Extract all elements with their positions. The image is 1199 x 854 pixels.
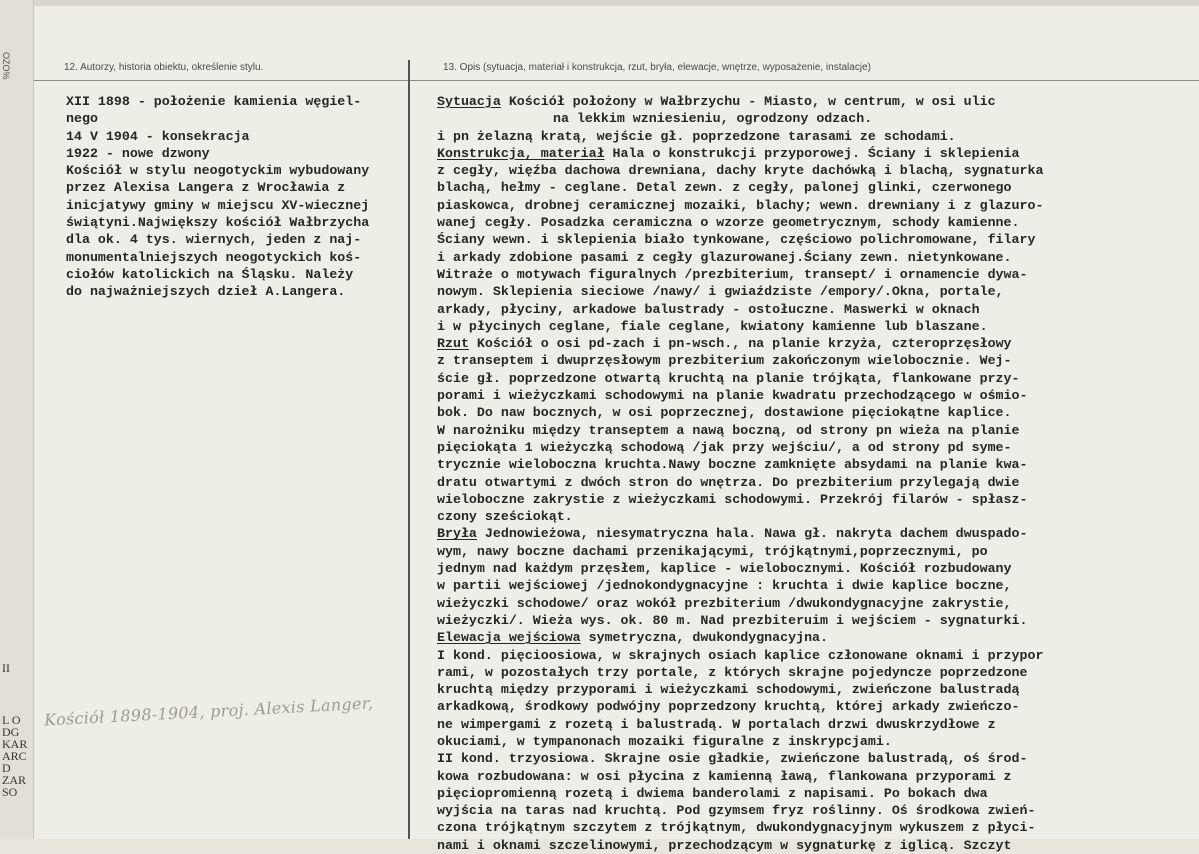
history-line: XII 1898 - położenie kamienia węgiel- xyxy=(66,94,362,109)
description-line-text: z cegły, więźba dachowa drewniana, dachy kryte dachówką i blachą, sygnaturka xyxy=(437,163,1044,179)
description-line xyxy=(437,370,1043,387)
history-line: 14 V 1904 - konsekracja xyxy=(66,128,250,144)
description-line-text: Kościół położony w Wałbrzychu - Miasto, w centrum, w osi ulic xyxy=(500,94,996,109)
description-line xyxy=(437,802,1043,819)
history-text xyxy=(66,93,369,301)
description-line-text: kowa rozbudowana: w osi płycina z kamienną ławą, flankowana przyporami z xyxy=(437,768,1012,784)
header-rule xyxy=(34,80,1199,81)
description-line-text: ście gł. poprzedzone otwartą kruchtą na planie trójkąta, flankowane przy- xyxy=(437,370,1020,386)
description-line xyxy=(437,750,1043,767)
description-line-text: ne wimpergami z rozetą i balustradą. W portalach drzwi dwuskrzydłowe z xyxy=(437,716,996,732)
description-line-text: nowym. Sklepienia sieciowe /nawy/ i gwiaździste /empory/.Okna, portale, xyxy=(437,284,1004,300)
description-line xyxy=(437,733,1043,750)
strip-letter: DG xyxy=(2,725,20,739)
description-line-text: wieżyczki/. Wieża wys. ok. 80 m. Nad prezbiteruim i wejściem - sygnaturki. xyxy=(437,612,1028,628)
history-line: ciołów katolickich na Śląsku. Należy xyxy=(66,266,354,282)
description-line xyxy=(437,422,1043,439)
description-line xyxy=(437,664,1043,681)
description-line xyxy=(437,110,1043,127)
description-line-text: Kościół o osi pd-zach i pn-wsch., na planie krzyża, czteroprzęsłowy xyxy=(468,336,1012,352)
description-line-text: arkadkową, środkowy podwójny poprzedzony kruchtą, której arkady zwieńczo- xyxy=(437,699,1020,715)
description-line-text: i pn żelazną kratą, wejście gł. poprzedzone tarasami ze schodami. xyxy=(437,128,956,144)
description-line xyxy=(437,595,1043,612)
field-label-authors-history: 12. Autorzy, historia obiektu, określenie stylu. xyxy=(64,62,264,73)
description-line-text: na lekkim wzniesieniu, ogrodzony odzach. xyxy=(553,111,873,127)
strip-letters xyxy=(2,662,32,798)
description-line xyxy=(437,352,1043,369)
description-line-text: wieloboczne zakrystie z wieżyczkami schodowymi. Przekrój filarów - spłasz- xyxy=(437,491,1028,507)
history-line: przez Alexisa Langera z Wrocławia z xyxy=(66,180,346,196)
description-line-text: nami i oknami szczelinowymi, przechodzącym w sygnaturkę z iglicą. Szczyt xyxy=(437,837,1012,853)
description-line xyxy=(437,819,1043,836)
strip-letter: D xyxy=(2,761,11,775)
left-margin-strip xyxy=(0,0,34,839)
description-line xyxy=(437,768,1043,785)
description-line xyxy=(437,335,1043,352)
description-line-text: wym, nawy boczne dachami przenikającymi, trójkątnymi,poprzecznymi, po xyxy=(437,543,988,559)
description-line xyxy=(437,128,1043,145)
description-line xyxy=(437,647,1043,664)
description-line xyxy=(437,629,1043,646)
card-top-edge xyxy=(0,0,1199,6)
description-line xyxy=(437,560,1043,577)
description-line-text: Hala o konstrukcji przyporowej. Ściany i sklepienia xyxy=(604,145,1020,161)
strip-letter: II xyxy=(2,661,10,675)
strip-letter: SO xyxy=(2,785,18,799)
description-line xyxy=(437,525,1043,542)
description-line xyxy=(437,456,1043,473)
section-heading: Bryła xyxy=(437,526,477,542)
description-line xyxy=(437,508,1043,525)
description-line xyxy=(437,439,1043,456)
description-line xyxy=(437,491,1043,508)
section-heading: Elewacja wejściowa xyxy=(437,630,581,646)
description-line-text: dratu otwartymi z dwóch stron do wnętrza. Do prezbiterium przylegają dwie xyxy=(437,474,1020,490)
description-line xyxy=(437,681,1043,698)
history-line: do najważniejszych dzieł A.Langera. xyxy=(66,284,346,300)
description-line xyxy=(437,266,1043,283)
strip-letter: KAR xyxy=(2,737,28,751)
field-label-description: 13. Opis (sytuacja, materiał i konstrukcja, rzut, bryła, elewacje, wnętrze, wyposażenie, instalacje) xyxy=(443,62,871,73)
description-line-text: Jednowieżowa, niesymatryczna hala. Nawa gł. nakryta dachem dwuspado- xyxy=(476,526,1028,542)
description-text xyxy=(437,93,1043,854)
history-line: świątyni.Największy kościół Wałbrzycha xyxy=(66,215,370,231)
description-line xyxy=(437,543,1043,560)
description-line xyxy=(437,404,1043,421)
description-line xyxy=(437,387,1043,404)
description-line xyxy=(437,698,1043,715)
handwritten-note: Kościół 1898-1904, proj. Alexis Langer, xyxy=(43,693,374,730)
section-heading: Konstrukcja, materiał xyxy=(437,145,605,161)
description-line-text: pięciokąta 1 wieżyczką schodową /jak przy wejściu/, a od strony pd syme- xyxy=(437,439,1012,455)
history-line: monumentalniejszych neogotyckich koś- xyxy=(66,249,362,265)
description-line xyxy=(437,214,1043,231)
history-line: Kościół w stylu neogotyckim wybudowany xyxy=(66,163,370,179)
history-line: 1922 - nowe dzwony xyxy=(66,145,210,161)
description-line-text: I kond. pięcioosiowa, w skrajnych osiach kaplice członowane oknami i przypor xyxy=(437,647,1044,663)
description-line xyxy=(437,249,1043,266)
description-line xyxy=(437,162,1043,179)
column-divider xyxy=(408,60,410,839)
description-line-text: bok. Do naw bocznych, w osi poprzecznej, dostawione pięciokątne kaplice. xyxy=(437,405,1012,421)
description-line xyxy=(437,231,1043,248)
description-line-text: wanej cegły. Posadzka ceramiczna o wzorze geometrycznym, schody kamienne. xyxy=(437,215,1020,231)
strip-code: OZO% xyxy=(1,52,11,80)
description-line xyxy=(437,145,1043,162)
history-line: nego xyxy=(66,111,98,127)
description-line-text: arkady, płyciny, arkadowe balustrady - ostołuczne. Maswerki w oknach xyxy=(437,301,980,317)
description-line xyxy=(437,474,1043,491)
description-line-text: i arkady zdobione pasami z cegły glazurowanej.Ściany zewn. nietynkowane. xyxy=(437,249,1012,265)
section-heading: Rzut xyxy=(437,336,469,352)
description-line xyxy=(437,785,1043,802)
description-line xyxy=(437,197,1043,214)
description-line-text: w partii wejściowej /jednokondygnacyjne : kruchta i dwie kaplice boczne, xyxy=(437,578,1012,594)
description-line-text: z transeptem i dwuprzęsłowym prezbiterium zakończonym wielobocznie. Wej- xyxy=(437,353,1012,369)
description-line-text: II kond. trzyosiowa. Skrajne osie gładkie, zwieńczone balustradą, oś środ- xyxy=(437,751,1028,767)
description-line-text: czona trójkątnym szczytem z trójkątnym, dwukondygnacyjnym wykuszem z płyci- xyxy=(437,820,1036,836)
description-line xyxy=(437,837,1043,854)
strip-letter: ZAR xyxy=(2,773,26,787)
strip-letter: ARC xyxy=(2,749,27,763)
description-line-text: wieżyczki schodowe/ oraz wokół prezbiterium /dwukondygnacyjne zakrystie, xyxy=(437,595,1012,611)
description-line-text: Witraże o motywach figuralnych /prezbiterium, transept/ i ornamencie dywa- xyxy=(437,266,1028,282)
history-line: inicjatywy gminy w miejscu XV-wiecznej xyxy=(66,197,370,213)
description-line xyxy=(437,612,1043,629)
strip-letter: L O xyxy=(2,713,21,727)
description-line xyxy=(437,93,1043,110)
description-line-text: blachą, hełmy - ceglane. Detal zewn. z cegły, palonej glinki, czerwonego xyxy=(437,180,1012,196)
description-line xyxy=(437,283,1043,300)
description-line-text: porami i wieżyczkami schodowymi na planie kwadratu przechodzącego w ośmio- xyxy=(437,388,1028,404)
description-line-text: W narożniku między transeptem a nawą boczną, od strony pn wieża na planie xyxy=(437,422,1020,438)
description-line-text: pięciopromienną rozetą i dwiema banderolami z napisami. Po bokach dwa xyxy=(437,785,988,801)
description-line xyxy=(437,301,1043,318)
history-line: dla ok. 4 tys. wiernych, jeden z naj- xyxy=(66,232,362,248)
description-line-text: i w płycinych ceglane, fiale ceglane, kwiatony kamienne lub blaszane. xyxy=(437,318,988,334)
section-heading: Sytuacja xyxy=(437,94,501,109)
description-line-text: trycznie wieloboczna kruchta.Nawy boczne zamknięte absydami na planie kwa- xyxy=(437,457,1028,473)
description-line xyxy=(437,179,1043,196)
description-line-text: kruchtą między przyporami i wieżyczkami schodowymi, zwieńczone balustradą xyxy=(437,682,1020,698)
description-line-text: czony sześciokąt. xyxy=(437,509,573,525)
description-line-text: rami, w pozostałych trzy portale, z których skrajne pojedyncze poprzedzone xyxy=(437,664,1028,680)
description-line-text: symetryczna, dwukondygnacyjna. xyxy=(580,630,829,646)
description-line-text: wyjścia na taras nad kruchtą. Pod gzymsem fryz roślinny. Oś środkowa zwień- xyxy=(437,803,1036,819)
description-line xyxy=(437,577,1043,594)
description-line xyxy=(437,318,1043,335)
description-line-text: okuciami, w tympanonach mozaiki figuralne z inskrypcjami. xyxy=(437,733,892,749)
description-line-text: jednym nad każdym przęsłem, kaplice - wielobocznymi. Kościół rozbudowany xyxy=(437,561,1012,577)
description-line xyxy=(437,716,1043,733)
description-line-text: piaskowca, drobnej ceramicznej mozaiki, blachy; wewn. drewniany i z glazuro- xyxy=(437,197,1044,213)
description-line-text: Ściany wewn. i sklepienia biało tynkowane, częściowo polichromowane, filary xyxy=(437,232,1036,248)
